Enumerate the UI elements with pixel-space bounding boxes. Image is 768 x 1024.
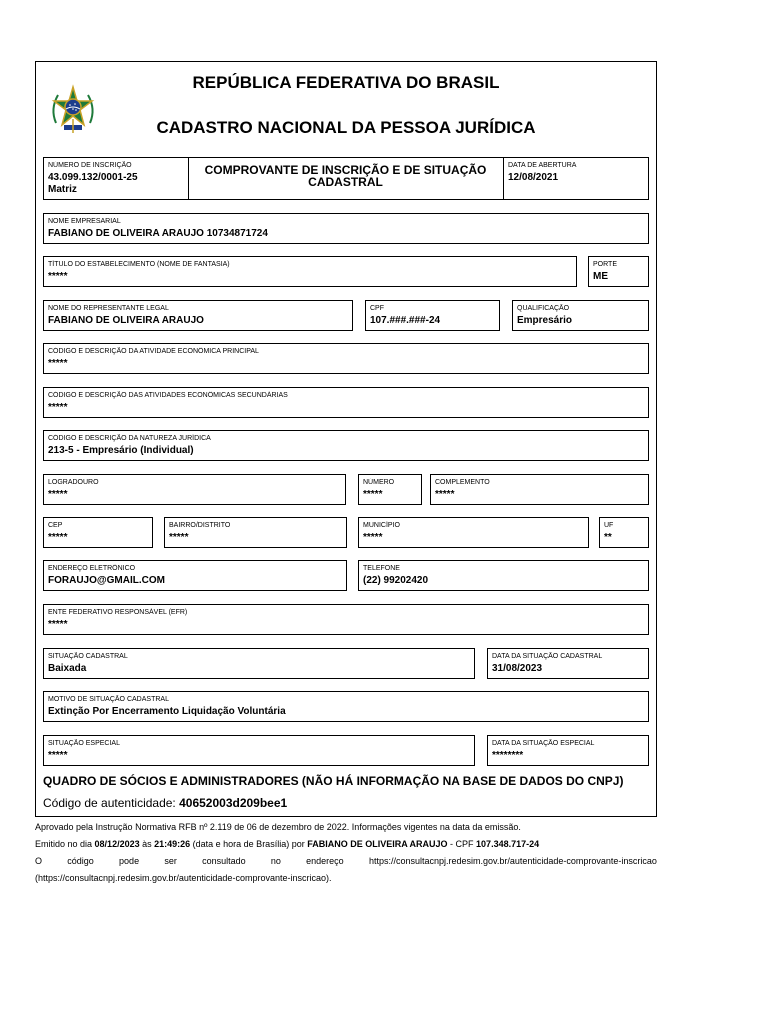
field-label: DATA DA SITUAÇÃO ESPECIAL	[492, 740, 595, 747]
field-label: TELEFONE	[363, 565, 400, 572]
field-label: MUNICÍPIO	[363, 522, 400, 529]
field-label: ENDEREÇO ELETRÔNICO	[48, 565, 136, 572]
footer-consulta-line2: (https://consultacnpj.redesim.gov.br/autenticidade-comprovante-inscricao).	[35, 873, 332, 883]
consulta-word: O	[35, 856, 43, 866]
field-label: QUALIFICAÇÃO	[517, 305, 570, 312]
emitido-nome: FABIANO DE OLIVEIRA ARAUJO	[307, 839, 448, 849]
field-label: DATA DA SITUAÇÃO CADASTRAL	[492, 653, 603, 660]
natureza-juridica-box	[43, 430, 649, 461]
quadro-socios-heading: QUADRO DE SÓCIOS E ADMINISTRADORES (NÃO HÁ INFORMAÇÃO NA BASE DE DADOS DO CNPJ)	[43, 774, 624, 788]
efr-box	[43, 604, 649, 635]
complemento-box	[430, 474, 649, 505]
field-label: TÍTULO DO ESTABELECIMENTO (NOME DE FANTASIA)	[48, 261, 230, 268]
footer-aprovado: Aprovado pela Instrução Normativa RFB nº 2.119 de 06 de dezembro de 2022. Informações vigentes na data da emissão.	[35, 822, 521, 832]
motivo-value: Extinção Por Encerramento Liquidação Voluntária	[48, 706, 286, 717]
consulta-url[interactable]: https://consultacnpj.redesim.gov.br/autenticidade-comprovante-inscricao	[368, 856, 657, 866]
uf-value: **	[604, 532, 612, 543]
consulta-word: no	[270, 856, 281, 866]
porte-value: ME	[593, 271, 608, 282]
field-label: PORTE	[593, 261, 617, 268]
qualificacao-box	[512, 300, 649, 331]
representante-value: FABIANO DE OLIVEIRA ARAUJO	[48, 315, 204, 326]
consulta-word: pode	[119, 856, 140, 866]
field-label: CÓDIGO E DESCRIÇÃO DA NATUREZA JURÍDICA	[48, 435, 211, 442]
field-label: DATA DE ABERTURA	[508, 162, 577, 169]
cnpj-title: CADASTRO NACIONAL DA PESSOA JURÍDICA	[156, 118, 536, 137]
email-value: FORAUJO@GMAIL.COM	[48, 575, 165, 586]
field-label: CÓDIGO E DESCRIÇÃO DA ATIVIDADE ECONÔMICA PRINCIPAL	[48, 348, 259, 355]
emitido-hora: 21:49:26	[154, 839, 191, 849]
bairro-value: *****	[169, 532, 189, 543]
cep-box	[43, 517, 153, 548]
field-label: ENTE FEDERATIVO RESPONSÁVEL (EFR)	[48, 609, 188, 616]
republic-title: REPÚBLICA FEDERATIVA DO BRASIL	[192, 73, 500, 92]
atividade-principal-value: *****	[48, 358, 68, 369]
nome-empresarial-value: FABIANO DE OLIVEIRA ARAUJO 10734871724	[48, 228, 268, 239]
nome-empresarial-box	[43, 213, 649, 244]
efr-value: *****	[48, 619, 68, 630]
field-label: BAIRRO/DISTRITO	[169, 522, 231, 529]
field-label: COMPLEMENTO	[435, 479, 490, 486]
field-label: NOME DO REPRESENTANTE LEGAL	[48, 305, 169, 312]
telefone-box	[358, 560, 649, 591]
field-label: MOTIVO DE SITUAÇÃO CADASTRAL	[48, 696, 169, 703]
numero-value: *****	[363, 489, 383, 500]
emitido-prefix: Emitido no dia	[35, 839, 95, 849]
emitido-as: às	[139, 839, 155, 849]
motivo-box	[43, 691, 649, 722]
qualificacao-value: Empresário	[517, 315, 573, 326]
codigo-label: Código de autenticidade:	[43, 796, 180, 810]
footer-emitido	[35, 838, 657, 850]
atividades-secundarias-box	[43, 387, 649, 418]
titulo-value: *****	[48, 271, 68, 282]
field-label: UF	[604, 522, 614, 529]
cep-value: *****	[48, 532, 68, 543]
situacao-especial-box	[43, 735, 475, 766]
consulta-word: código	[67, 856, 94, 866]
numero-inscricao-box	[43, 157, 189, 200]
field-label: CPF	[370, 305, 384, 312]
field-label: SITUAÇÃO CADASTRAL	[48, 653, 128, 660]
consulta-word: endereço	[306, 856, 344, 866]
data-abertura-value: 12/08/2021	[508, 172, 559, 183]
field-label: SITUAÇÃO ESPECIAL	[48, 740, 120, 747]
emitido-cpf: 107.348.717-24	[476, 839, 540, 849]
cpf-value: 107.###.###-24	[370, 315, 441, 326]
atividades-secundarias-value: *****	[48, 402, 68, 413]
situacao-especial-value: *****	[48, 750, 68, 761]
consulta-word: consultado	[202, 856, 246, 866]
telefone-value: (22) 99202420	[363, 575, 429, 586]
logradouro-value: *****	[48, 489, 68, 500]
field-label: CÓDIGO E DESCRIÇÃO DAS ATIVIDADES ECONÔMICAS SECUNDÁRIAS	[48, 392, 288, 399]
cpf-box	[365, 300, 500, 331]
footer-consulta-line1	[35, 855, 657, 867]
numero-inscricao-value: 43.099.132/0001-25	[48, 172, 138, 183]
bairro-box	[164, 517, 347, 548]
titulo-estabelecimento-box	[43, 256, 577, 287]
field-label: NOME EMPRESARIAL	[48, 218, 121, 225]
field-label: LOGRADOURO	[48, 479, 99, 486]
data-situacao-especial-box	[487, 735, 649, 766]
field-label: NÚMERO DE INSCRIÇÃO	[48, 162, 132, 169]
logradouro-box	[43, 474, 346, 505]
situacao-value: Baixada	[48, 663, 87, 674]
email-box	[43, 560, 347, 591]
data-situacao-box	[487, 648, 649, 679]
data-abertura-box	[503, 157, 649, 200]
matriz-value: Matriz	[48, 184, 77, 195]
document-title: COMPROVANTE DE INSCRIÇÃO E DE SITUAÇÃO CADASTRAL	[188, 157, 503, 200]
emitido-cpf-prefix: - CPF	[447, 839, 477, 849]
numero-box	[358, 474, 422, 505]
emitido-data: 08/12/2023	[94, 839, 140, 849]
porte-box	[588, 256, 649, 287]
natureza-juridica-value: 213-5 - Empresário (Individual)	[48, 445, 194, 456]
uf-box	[599, 517, 649, 548]
codigo-autenticidade	[43, 796, 287, 810]
atividade-principal-box	[43, 343, 649, 374]
field-label: CEP	[48, 522, 63, 529]
municipio-box	[358, 517, 589, 548]
data-situacao-value: 31/08/2023	[492, 663, 543, 674]
field-label: NÚMERO	[363, 479, 395, 486]
codigo-value: 40652003d209bee1	[179, 796, 288, 810]
representante-box	[43, 300, 353, 331]
municipio-value: *****	[363, 532, 383, 543]
complemento-value: *****	[435, 489, 455, 500]
situacao-cadastral-box	[43, 648, 475, 679]
data-situacao-especial-value: ********	[492, 750, 524, 761]
consulta-word: ser	[164, 856, 177, 866]
emitido-mid: (data e hora de Brasília) por	[190, 839, 308, 849]
